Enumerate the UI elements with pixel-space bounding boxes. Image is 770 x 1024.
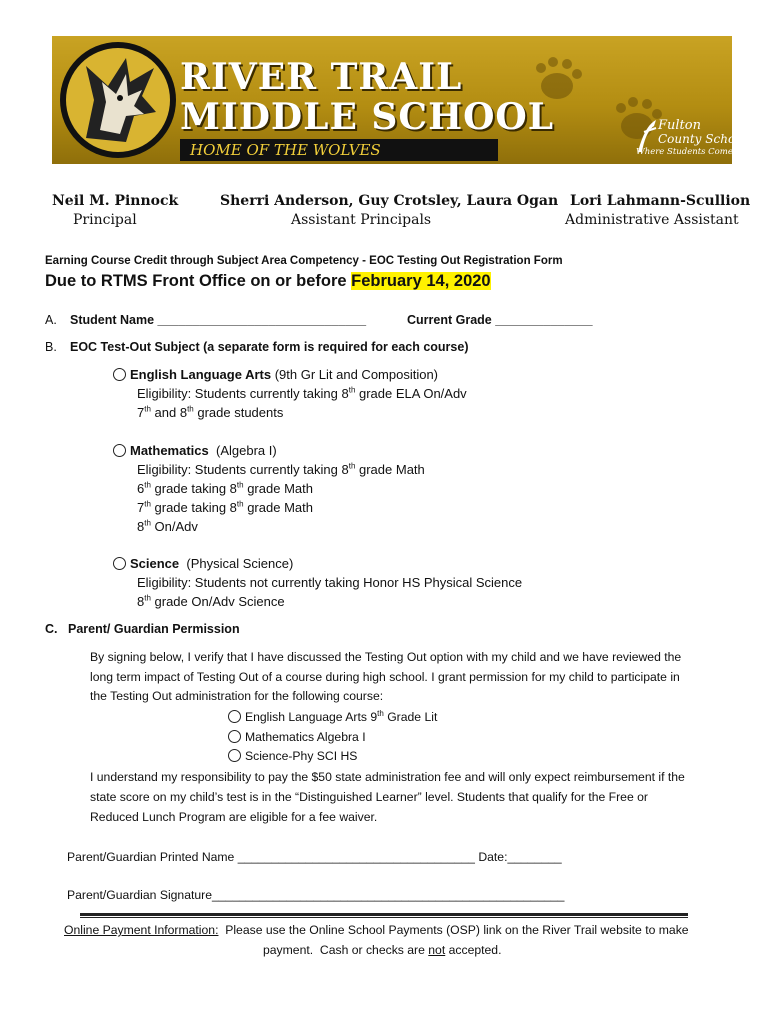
- payment-info-line2: payment. Cash or checks are not accepted.: [263, 943, 502, 957]
- due-prefix: Due to RTMS Front Office on or before: [45, 272, 347, 290]
- subject-math: [113, 443, 277, 458]
- payment-info-label: Online Payment Information:: [64, 923, 219, 937]
- principal-title: Principal: [73, 212, 137, 228]
- school-banner: [52, 36, 757, 164]
- section-c-marker: C.: [45, 622, 58, 636]
- math-eligibility-line2: 6th grade taking 8th grade Math: [137, 480, 313, 496]
- admin-assistant-name: Lori Lahmann-Scullion: [570, 193, 751, 209]
- district-name-line2: County Schools: [658, 132, 753, 146]
- banner-school-name-line1: RIVER TRAIL: [180, 56, 463, 98]
- permission-para2-line3: Reduced Lunch Program are eligible for a fee waiver.: [90, 810, 378, 824]
- permission-para2-line1: I understand my responsibility to pay the $50 state administration fee and will only expect reimbursement if the: [90, 770, 685, 784]
- assistant-principals-names: Sherri Anderson, Guy Crotsley, Laura Ogan: [220, 193, 559, 209]
- due-date-highlight: February 14, 2020: [351, 272, 491, 290]
- district-name-line1: Fulton: [658, 118, 701, 133]
- course-option-ela: English Language Arts 9th Grade Lit: [228, 710, 437, 724]
- math-eligibility-line4: 8th On/Adv: [137, 518, 198, 534]
- course-option-math: Mathematics Algebra I: [228, 730, 366, 744]
- payment-info-line1: [64, 923, 689, 937]
- science-eligibility-line1: Eligibility: Students not currently taking Honor HS Physical Science: [137, 575, 523, 590]
- ela-eligibility-line1: Eligibility: Students currently taking 8th grade ELA On/Adv: [137, 385, 467, 401]
- section-c-label: Parent/ Guardian Permission: [68, 622, 240, 636]
- course-science-radio[interactable]: [228, 749, 241, 762]
- section-b-marker: B.: [45, 340, 57, 354]
- current-grade-field[interactable]: Current Grade ______________: [407, 313, 593, 327]
- math-radio[interactable]: [113, 444, 126, 457]
- payment-not-emphasis: not: [428, 943, 446, 957]
- ela-radio[interactable]: [113, 368, 126, 381]
- wolf-logo-icon: [56, 38, 180, 162]
- permission-para2-line2: state score on my child’s test is in the “Distinguished Learner” level. Students that qualify for the Free or: [90, 790, 648, 804]
- permission-para1-line2: long term impact of Testing Out of a course during high school. I grant permission for my child to participate in: [90, 670, 680, 684]
- science-eligibility-line2: 8th grade On/Adv Science: [137, 593, 285, 609]
- assistant-principals-title: Assistant Principals: [291, 212, 432, 228]
- science-subject-detail: (Physical Science): [186, 556, 294, 571]
- math-subject-name: Mathematics: [130, 443, 209, 458]
- admin-assistant-title: Administrative Assistant: [565, 212, 739, 228]
- section-b-label: EOC Test-Out Subject (a separate form is required for each course): [70, 340, 469, 354]
- science-subject-name: Science: [130, 556, 180, 571]
- banner-tagline: HOME OF THE WOLVES: [190, 141, 381, 159]
- ela-subject-detail: (9th Gr Lit and Composition): [274, 367, 439, 382]
- course-option-science: Science-Phy SCI HS: [228, 749, 357, 763]
- district-motto: Where Students Come First: [636, 147, 757, 157]
- parent-printed-name-field[interactable]: Parent/Guardian Printed Name ___________________________________ Date:________: [67, 850, 562, 864]
- divider-thick: [80, 913, 688, 916]
- ela-eligibility-line2: 7th and 8th grade students: [137, 404, 284, 420]
- math-eligibility-line1: Eligibility: Students currently taking 8th grade Math: [137, 461, 425, 477]
- payment-info-text: Please use the Online School Payments (OSP) link on the River Trail website to make: [218, 923, 689, 937]
- principal-name: Neil M. Pinnock: [52, 193, 179, 209]
- math-eligibility-line3: 7th grade taking 8th grade Math: [137, 499, 313, 515]
- course-math-radio[interactable]: [228, 730, 241, 743]
- parent-signature-field[interactable]: Parent/Guardian Signature____________________________________________________: [67, 888, 565, 902]
- ela-subject-name: English Language Arts: [130, 367, 272, 382]
- divider-thin: [80, 917, 688, 918]
- science-radio[interactable]: [113, 557, 126, 570]
- permission-para1-line3: the Testing Out administration for the following course:: [90, 689, 384, 703]
- student-name-field[interactable]: Student Name ______________________________: [70, 313, 367, 327]
- permission-para1-line1: By signing below, I verify that I have discussed the Testing Out option with my child and we have reviewed the: [90, 650, 682, 664]
- section-a-marker: A.: [45, 313, 57, 327]
- banner-school-name-line2: MIDDLE SCHOOL: [180, 96, 555, 138]
- form-title: Earning Course Credit through Subject Area Competency - EOC Testing Out Registration Form: [45, 255, 563, 267]
- due-date-line: [45, 272, 491, 291]
- subject-science: [113, 556, 293, 571]
- subject-ela: [113, 367, 438, 382]
- math-subject-detail: (Algebra I): [215, 443, 277, 458]
- course-ela-radio[interactable]: [228, 710, 241, 723]
